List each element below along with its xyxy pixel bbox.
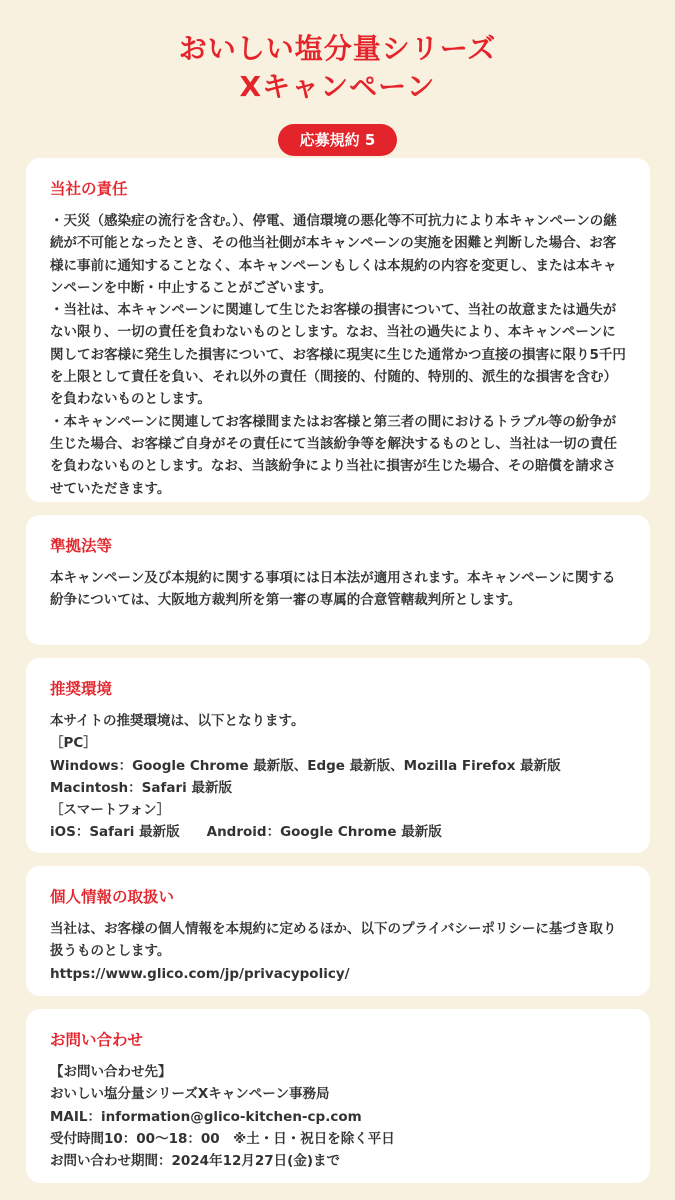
contact-email[interactable]: MAIL：information@glico-kitchen-cp.com [50,1108,362,1125]
privacy-text: 当社は、お客様の個人情報を本規約に定めるほか、以下のプライバシーポリシーに基づき取り扱うものとします。 [50,921,617,960]
environment-heading: 推奨環境 [50,680,113,698]
contact-line: おいしい塩分量シリーズXキャンペーン事務局 [50,1086,330,1103]
privacy-card [26,866,650,996]
terms-badge: 応募規約 5 [278,124,398,156]
environment-line: 本サイトの推奨環境は、以下となります。 [50,713,305,729]
governing-law-text: 本キャンペーン及び本規約に関する事項には日本法が適用されます。本キャンペーンに関する紛争については、大阪地方裁判所を第一審の専属的合意管轄裁判所とします。 [50,570,616,609]
liability-paragraph-3: ・本キャンペーンに関連してお客様間またはお客様と第三者の間におけるトラブル等の紛争が生じた場合、お客様ご自身がその責任にて当該紛争等を解決するものとし、当社は一切の責任を負わないものとします。なお、当該紛争により当社に損害が生じた場合、その賠償を請求させていただきます。 [50,413,617,497]
page-header [0,0,675,156]
environment-card [26,658,650,853]
privacy-heading: 個人情報の取扱い [50,888,175,906]
environment-line: ［PC］ [50,735,97,752]
liability-card [26,158,650,502]
liability-heading: 当社の責任 [50,180,128,198]
contact-heading: お問い合わせ [50,1031,144,1049]
environment-line: iOS：Safari 最新版 Android：Google Chrome 最新版 [50,824,442,841]
title-line-1: おいしい塩分量シリーズ [178,32,497,65]
contact-line: お問い合わせ期間：2024年12月27日(金)まで [50,1153,340,1170]
privacy-policy-link[interactable]: https://www.glico.com/jp/privacypolicy/ [50,965,350,982]
environment-line: Macintosh：Safari 最新版 [50,779,232,796]
governing-law-heading: 準拠法等 [50,537,113,555]
contact-line: 受付時間10：00〜18：00 ※土・日・祝日を除く平日 [50,1130,395,1147]
liability-paragraph-1: ・天災（感染症の流行を含む。）、停電、通信環境の悪化等不可抗力により本キャンペーンの継続が不可能となったとき、その他当社側が本キャンペーンの実施を困難と判断した場合、お客様に事前に通知することなく、本キャンペーンもしくは本規約の内容を変更し、または本キャンペーンを中断・中止することがございます。 [50,213,617,296]
contact-card [26,1009,650,1183]
title-line-2: Xキャンペーン [239,70,436,103]
governing-law-card [26,515,650,645]
environment-line: Windows：Google Chrome 最新版、Edge 最新版、Mozilla Firefox 最新版 [50,757,561,774]
page-title [0,30,675,106]
liability-paragraph-2: ・当社は、本キャンペーンに関連して生じたお客様の損害について、当社の故意または過失がない限り、一切の責任を負わないものとします。なお、当社の過失により、本キャンペーンに関してお客様に発生した損害について、お客様に現実に生じた通常かつ直接の損害に限り5千円を上限として責任を負い、それ以外の責任（間接的、付随的、特別的、派生的な損害を含む）を負わないものとします。 [50,302,626,408]
environment-line: ［スマートフォン］ [50,802,171,819]
contact-line: 【お問い合わせ先】 [50,1064,172,1080]
